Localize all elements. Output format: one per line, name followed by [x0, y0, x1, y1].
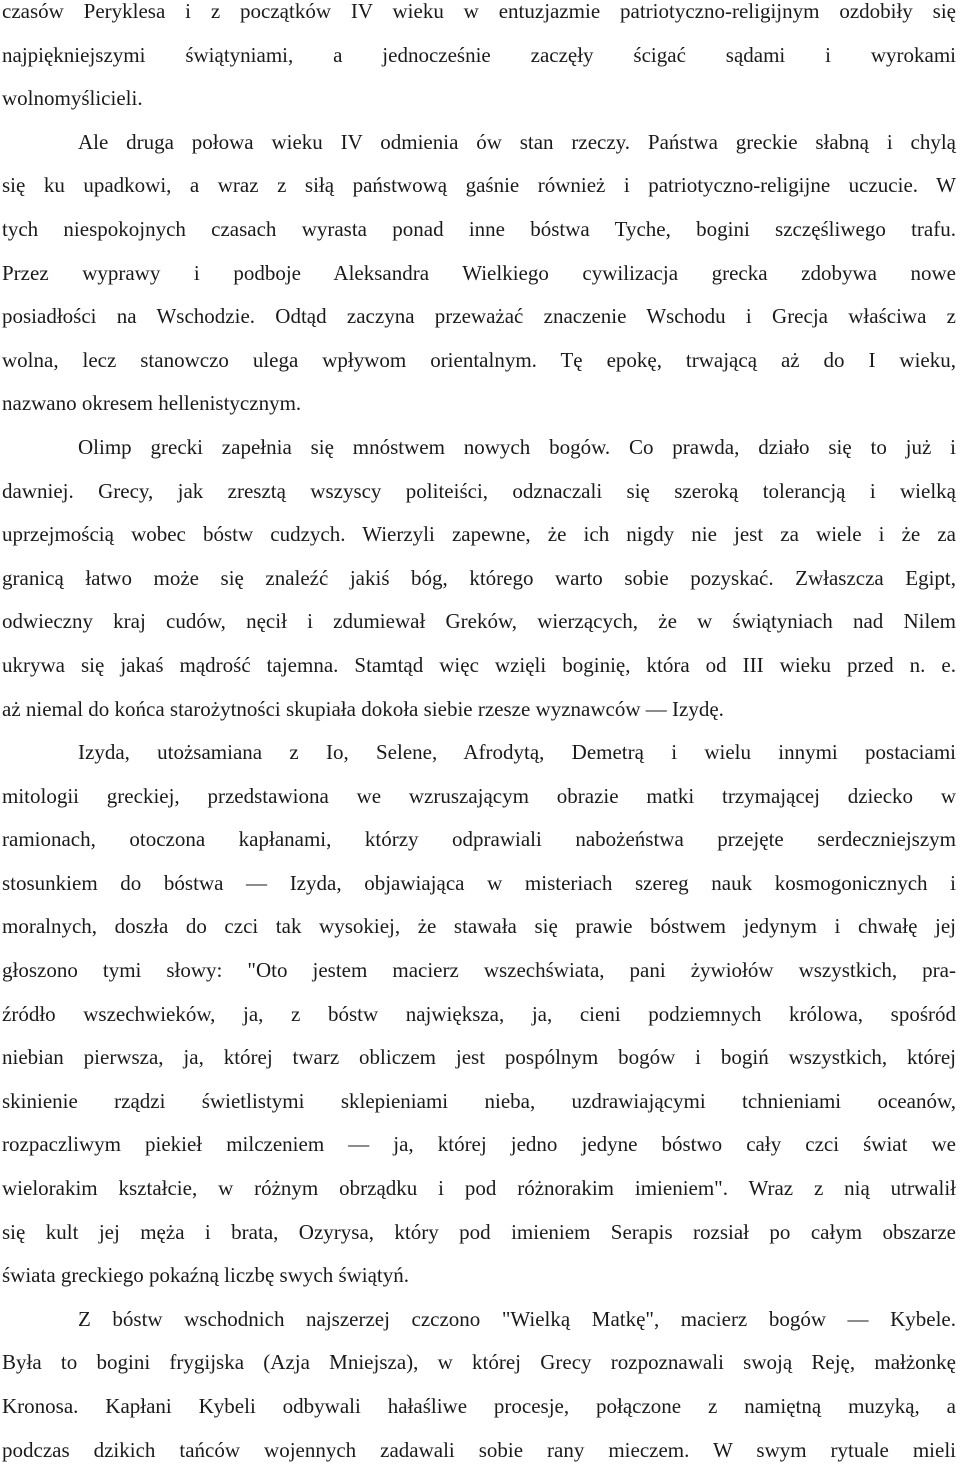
text-line: mitologii greckiej, przedstawiona we wzruszającym obrazie matki trzymającej dziecko w: [2, 783, 956, 808]
text-line: podczas dzikich tańców wojennych zadawali sobie rany mieczem. W swym rytuale mieli: [2, 1437, 956, 1462]
text-line: moralnych, doszła do czci tak wysokiej, że stawała się prawie bóstwem jedynym i chwałę jej: [2, 914, 956, 939]
text-line: uprzejmością wobec bóstw cudzych. Wierzyli zapewne, że ich nigdy nie jest za wiele i że za: [2, 522, 956, 547]
text-line: wolnomyślicieli.: [2, 86, 143, 111]
text-line: czasów Peryklesa i z początków IV wieku w entuzjazmie patriotyczno-religijnym ozdobiły się: [2, 0, 956, 23]
body-text: [2, 0, 956, 1472]
paragraph-first-line: Izyda, utożsamiana z Io, Selene, Afrodytą, Demetrą i wielu innymi postaciami: [78, 740, 956, 765]
text-line: skinienie rządzi świetlistymi sklepieniami nieba, uzdrawiającymi tchnieniami oceanów,: [2, 1088, 956, 1113]
text-line: się kult jej męża i brata, Ozyrysa, który pod imieniem Serapis rozsiał po całym obszarze: [2, 1219, 956, 1244]
text-line: wolna, lecz stanowczo ulega wpływom orientalnym. Tę epokę, trwającą aż do I wieku,: [2, 347, 956, 372]
text-line: Przez wyprawy i podboje Aleksandra Wielkiego cywilizacja grecka zdobywa nowe: [2, 260, 956, 285]
text-line: tych niespokojnych czasach wyrasta ponad inne bóstwa Tyche, bogini szczęśliwego trafu.: [2, 216, 956, 241]
text-line: niebian pierwsza, ja, której twarz obliczem jest pospólnym bogów i bogiń wszystkich, której: [2, 1045, 956, 1070]
text-line: Kronosa. Kapłani Kybeli odbywali hałaśliwe procesje, połączone z namiętną muzyką, a: [2, 1394, 956, 1418]
text-line: posiadłości na Wschodzie. Odtąd zaczyna przeważać znaczenie Wschodu i Grecja właściwa z: [2, 304, 956, 329]
paragraph-first-line: Ale druga połowa wieku IV odmienia ów stan rzeczy. Państwa greckie słabną i chylą: [78, 129, 956, 154]
text-line: najpiękniejszymi świątyniami, a jednocześnie zaczęły ścigać sądami i wyrokami: [2, 42, 956, 67]
text-line: stosunkiem do bóstwa — Izyda, objawiająca w misteriach szereg nauk kosmogonicznych i: [2, 870, 956, 895]
paragraph-first-line: Z bóstw wschodnich najszerzej czczono "Wielką Matkę", macierz bogów — Kybele.: [78, 1306, 956, 1331]
text-line: źródło wszechwieków, ja, z bóstw największa, ja, cieni podziemnych królowa, spośród: [2, 1001, 956, 1026]
text-line: Była to bogini frygijska (Azja Mniejsza), w której Grecy rozpoznawali swoją Reję, małżonkę: [2, 1350, 956, 1375]
text-line: się ku upadkowi, a wraz z siłą państwową gaśnie również i patriotyczno-religijne uczucie. W: [2, 173, 956, 198]
text-line: odwieczny kraj cudów, nęcił i zdumiewał Greków, wierzących, że w świątyniach nad Nilem: [2, 609, 956, 634]
text-line: dawniej. Grecy, jak zresztą wszyscy politeiści, odznaczali się szeroką tolerancją i wielką: [2, 478, 956, 503]
text-line: granicą łatwo może się znaleźć jakiś bóg, którego warto sobie pozyskać. Zwłaszcza Egipt,: [2, 565, 956, 590]
text-line: rozpaczliwym piekieł milczeniem — ja, której jedno jedyne bóstwo cały czci świat we: [2, 1132, 956, 1157]
paragraph-first-line: Olimp grecki zapełnia się mnóstwem nowych bogów. Co prawda, działo się to już i: [78, 434, 956, 459]
text-line: aż niemal do końca starożytności skupiała dokoła siebie rzesze wyznawców — Izydę.: [2, 696, 724, 721]
text-line: wielorakim kształcie, w różnym obrządku i pod różnorakim imieniem". Wraz z nią utrwalił: [2, 1176, 956, 1201]
text-line: nazwano okresem hellenistycznym.: [2, 391, 302, 416]
text-line: ramionach, otoczona kapłanami, którzy odprawiali nabożeństwa przejęte serdeczniejszym: [2, 827, 956, 852]
text-line: świata greckiego pokaźną liczbę swych świątyń.: [2, 1263, 410, 1288]
text-line: ukrywa się jakaś mądrość tajemna. Stamtąd więc wzięli boginię, która od III wieku przed n. e.: [2, 652, 956, 677]
text-line: głoszono tymi słowy: "Oto jestem macierz wszechświata, pani żywiołów wszystkich, pra-: [2, 958, 956, 983]
